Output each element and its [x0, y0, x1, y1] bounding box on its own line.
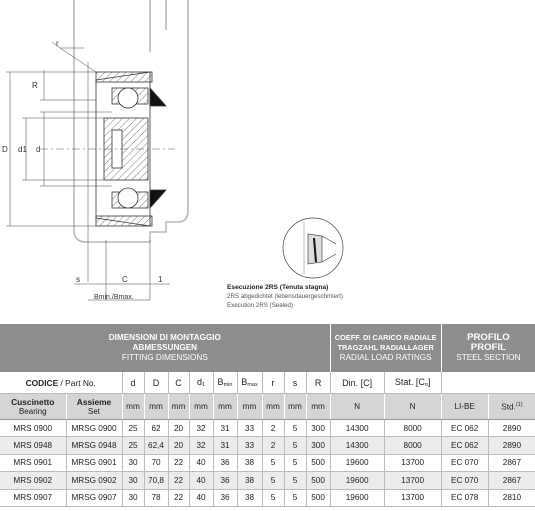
table-cell: 30: [122, 472, 144, 489]
table-cell: 38: [237, 472, 262, 489]
label-r: r: [56, 39, 59, 48]
table-cell: 40: [189, 489, 213, 506]
table-body: [0, 420, 535, 507]
table-cell: 20: [168, 420, 189, 437]
label-R: R: [32, 81, 38, 90]
caption-title: Esecuzione 2RS (Tenuta stagna): [227, 284, 329, 291]
table-cell: MRSG 0907: [66, 489, 122, 506]
table-cell: MRSG 0901: [66, 454, 122, 471]
table-cell: 33: [237, 437, 262, 454]
col-r: r: [262, 372, 284, 394]
table-cell: 300: [306, 437, 330, 454]
table-cell: EC 078: [441, 489, 488, 506]
label-d: d: [36, 145, 41, 154]
table-cell: 36: [213, 489, 237, 506]
unit-set: Assieme Set: [66, 394, 122, 420]
table-cell: 62,4: [144, 437, 168, 454]
table-cell: 32: [189, 420, 213, 437]
label-1: 1: [158, 275, 163, 284]
col-Bmin: $B_{min}$: [213, 372, 237, 394]
table-header-group: [0, 324, 535, 372]
table-cell: 2: [262, 437, 284, 454]
unit-mm: mm: [306, 394, 330, 420]
table-cell: 19600: [330, 454, 384, 471]
table-cell: 13700: [384, 454, 441, 471]
table-cell: 36: [213, 454, 237, 471]
seal-detail: [283, 218, 343, 278]
table-cell: 20: [168, 437, 189, 454]
table-cell: 62: [144, 420, 168, 437]
table-cell: 22: [168, 489, 189, 506]
table-cell: 2890: [488, 437, 535, 454]
table-cell: 22: [168, 454, 189, 471]
col-d1: $d_1$: [189, 372, 213, 394]
caption-de: 2RS abgedichtet (lebensdauergeschmiert): [227, 293, 343, 300]
unit-libe: LI-BE: [441, 394, 488, 420]
col-Bmax: $B_{max}$: [237, 372, 262, 394]
table-cell: 14300: [330, 437, 384, 454]
table-cell: 78: [144, 489, 168, 506]
table-cell: 2867: [488, 472, 535, 489]
col-stat: Stat. $[C_o]$: [384, 372, 441, 394]
table-cell: MRS 0907: [0, 489, 66, 506]
table-cell: 2: [262, 420, 284, 437]
unit-bearing: Cuscinetto Bearing: [0, 394, 66, 420]
table-cell: 500: [306, 489, 330, 506]
col-profile-blank: [441, 372, 535, 394]
label-s: s: [76, 275, 80, 284]
table-cell: 5: [284, 454, 306, 471]
unit-mm: mm: [168, 394, 189, 420]
table-cell: 500: [306, 454, 330, 471]
table-cell: 8000: [384, 420, 441, 437]
header-fitting-dimensions: DIMENSIONI DI MONTAGGIO ABMESSUNGEN FITTING DIMENSIONS: [0, 324, 330, 372]
table-cell: 40: [189, 472, 213, 489]
table-cell: 500: [306, 472, 330, 489]
col-D: D: [144, 372, 168, 394]
unit-N: N: [384, 394, 441, 420]
table-cell: 5: [284, 437, 306, 454]
table-symbol-row: [0, 372, 535, 394]
table-cell: MRSG 0902: [66, 472, 122, 489]
table-cell: 25: [122, 420, 144, 437]
table-cell: 2810: [488, 489, 535, 506]
col-d: d: [122, 372, 144, 394]
label-D: D: [2, 145, 8, 154]
header-steel-section: PROFILO PROFIL STEEL SECTION: [441, 324, 535, 372]
table-cell: EC 070: [441, 472, 488, 489]
unit-N: N: [330, 394, 384, 420]
table-row: [0, 437, 535, 454]
col-C: C: [168, 372, 189, 394]
table-cell: 36: [213, 472, 237, 489]
table-cell: MRSG 0948: [66, 437, 122, 454]
table-cell: 70,8: [144, 472, 168, 489]
table-cell: MRS 0900: [0, 420, 66, 437]
table-cell: 5: [262, 489, 284, 506]
table-cell: 31: [213, 437, 237, 454]
seal-caption: [227, 283, 427, 310]
table-cell: 8000: [384, 437, 441, 454]
table-cell: 30: [122, 489, 144, 506]
table-cell: EC 062: [441, 420, 488, 437]
col-s: s: [284, 372, 306, 394]
table-row: [0, 472, 535, 489]
table-row: [0, 454, 535, 471]
table-cell: 30: [122, 454, 144, 471]
table-cell: 38: [237, 454, 262, 471]
table-cell: 19600: [330, 472, 384, 489]
table-cell: 38: [237, 489, 262, 506]
table-cell: MRS 0948: [0, 437, 66, 454]
table-cell: MRS 0902: [0, 472, 66, 489]
table-cell: EC 070: [441, 454, 488, 471]
table-cell: 22: [168, 472, 189, 489]
table-cell: 2867: [488, 454, 535, 471]
label-B: Bmin./Bmax.: [94, 294, 134, 301]
unit-mm: mm: [189, 394, 213, 420]
col-din: Din. [C]: [330, 372, 384, 394]
table-cell: MRSG 0900: [66, 420, 122, 437]
table-cell: 300: [306, 420, 330, 437]
unit-mm: mm: [213, 394, 237, 420]
table-cell: 2890: [488, 420, 535, 437]
unit-mm: mm: [237, 394, 262, 420]
table-row: [0, 489, 535, 506]
table-cell: 5: [284, 489, 306, 506]
caption-en: Execution 2RS (Sealed): [227, 302, 294, 309]
unit-mm: mm: [262, 394, 284, 420]
table-cell: MRS 0901: [0, 454, 66, 471]
table-cell: 32: [189, 437, 213, 454]
table-cell: 5: [262, 472, 284, 489]
table-cell: 40: [189, 454, 213, 471]
label-C: C: [122, 275, 128, 284]
table-cell: EC 062: [441, 437, 488, 454]
table-cell: 31: [213, 420, 237, 437]
table-cell: 19600: [330, 489, 384, 506]
label-d1: d1: [18, 145, 27, 154]
table-units-row: [0, 394, 535, 420]
table-cell: 14300: [330, 420, 384, 437]
dimensions-table: [0, 324, 535, 507]
table-cell: 5: [284, 472, 306, 489]
table-cell: 70: [144, 454, 168, 471]
table-cell: 33: [237, 420, 262, 437]
col-R: R: [306, 372, 330, 394]
header-radial-load-ratings: COEFF. DI CARICO RADIALE TRAGZAHL RADIALLAGER RADIAL LOAD RATINGS: [330, 324, 441, 372]
table-cell: 25: [122, 437, 144, 454]
unit-std: Std.$^{(1)}$: [488, 394, 535, 420]
table-cell: 13700: [384, 472, 441, 489]
table-cell: 5: [262, 454, 284, 471]
col-codice: CODICE / Part No.: [0, 372, 122, 394]
table-cell: 13700: [384, 489, 441, 506]
table-cell: 5: [284, 420, 306, 437]
unit-mm: mm: [122, 394, 144, 420]
unit-mm: mm: [284, 394, 306, 420]
unit-mm: mm: [144, 394, 168, 420]
table-row: [0, 420, 535, 437]
